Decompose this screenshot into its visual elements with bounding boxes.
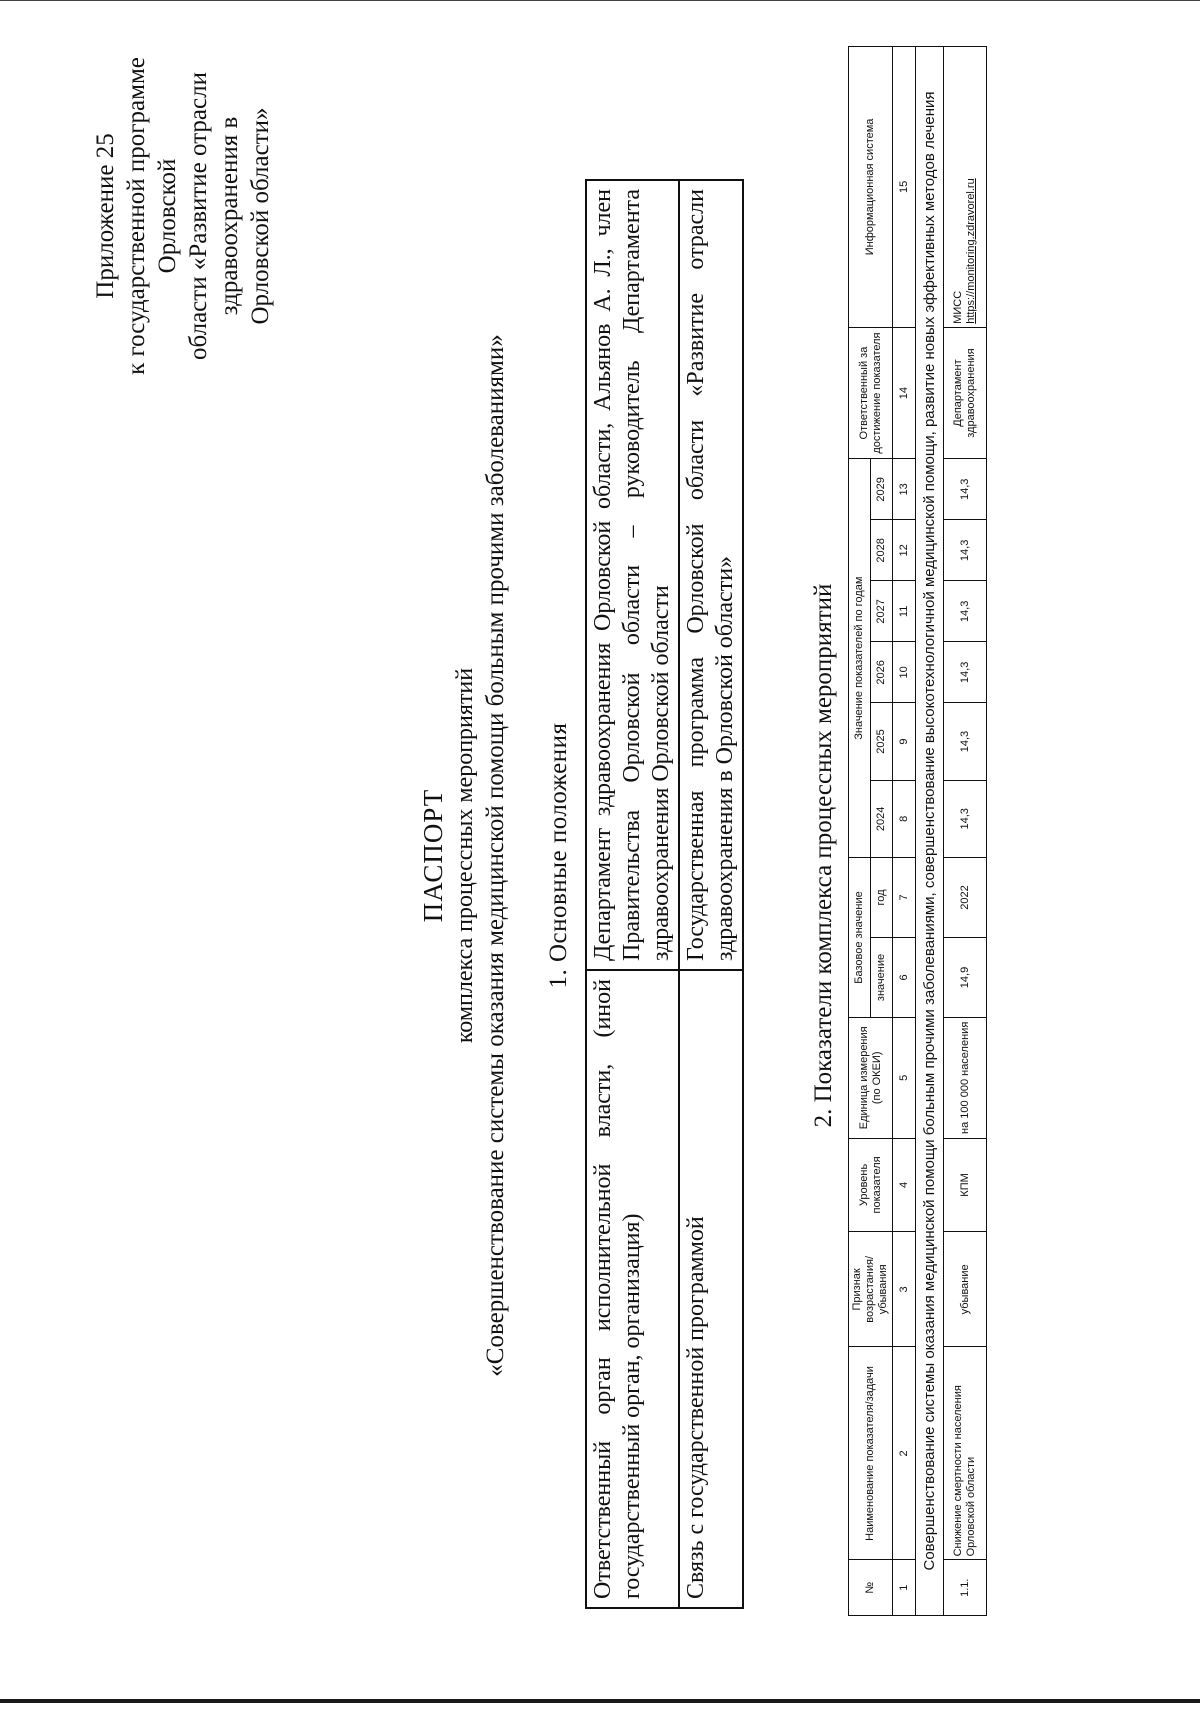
row-base-year: 2022: [944, 857, 987, 937]
header-unit: Единица измерения (по ОКЕИ): [849, 1017, 893, 1138]
header-base: Базовое значение: [849, 857, 871, 1017]
column-numbers-row: [893, 47, 916, 1616]
row-unit: на 100 000 населения: [944, 1017, 987, 1138]
row-info-system: [944, 47, 987, 328]
header-year: 2025: [871, 703, 893, 780]
section-2-title: 2. Показатели комплекса процессных мероприятий: [810, 583, 837, 1128]
header-base-year: год: [871, 857, 893, 937]
header-base-value: значение: [871, 937, 893, 1017]
header-year: 2027: [871, 581, 893, 642]
column-number: 6: [893, 937, 916, 1017]
section-1-title: 1. Основные положения: [545, 722, 572, 989]
row-sign: убывание: [944, 1232, 987, 1347]
appendix-header: [90, 1, 276, 431]
row-value: 14,3: [944, 581, 987, 642]
row-num: 1.1.: [944, 1560, 987, 1616]
header-year: 2028: [871, 520, 893, 581]
task-title: Совершенствование системы оказания медицинской помощи больным прочими заболеваниями, совершенствование высокотехнологичной медицинской помощи, развитие новых эффективных методов лечения: [916, 47, 944, 1616]
provision-value: Департамент здравоохранения Орловской области, Альянов А. Л., член Правительства Орловской области – руководитель Департамента здравоохранения Орловской области: [586, 180, 679, 970]
header-info-system: Информационная система: [849, 47, 893, 328]
appendix-line-2: к государственной программе Орловской: [123, 57, 181, 375]
column-number: 10: [893, 642, 916, 703]
row-value: 14,3: [944, 520, 987, 581]
column-number: 7: [893, 857, 916, 937]
header-year: 2026: [871, 642, 893, 703]
column-number: 12: [893, 520, 916, 581]
column-number: 3: [893, 1232, 916, 1347]
row-value: 14,3: [944, 459, 987, 520]
task-row: [916, 47, 944, 1616]
passport-title: ПАСПОРТ: [418, 788, 448, 923]
header-level: Уровень показателя: [849, 1138, 893, 1232]
provision-row: [679, 180, 743, 1608]
info-system-link[interactable]: https://monitoring.zdravorel.ru: [965, 178, 977, 324]
passport-name: «Совершенствование системы оказания медицинской помощи больным прочими заболеваниями»: [482, 334, 509, 1377]
provision-value: Государственная программа Орловской области «Развитие отрасли здравоохранения в Орловской области»: [679, 180, 743, 970]
indicators-table: [848, 46, 987, 1616]
info-system-name: МИСС: [952, 290, 964, 324]
appendix-line-3: области «Развитие отрасли здравоохранения в: [185, 72, 243, 360]
header-num: №: [849, 1560, 893, 1616]
column-number: 14: [893, 327, 916, 459]
table-row: [944, 47, 987, 1616]
row-value: 14,3: [944, 642, 987, 703]
header-row: [849, 47, 871, 1616]
header-year: 2029: [871, 459, 893, 520]
column-number: 11: [893, 581, 916, 642]
column-number: 4: [893, 1138, 916, 1232]
header-year: 2024: [871, 780, 893, 857]
row-value: 14,3: [944, 703, 987, 780]
header-sign: Признак возрастания/ убывания: [849, 1232, 893, 1347]
basic-provisions-table: [585, 179, 744, 1609]
row-indicator-name: Снижение смертности населения Орловской области: [944, 1347, 987, 1560]
column-number: 2: [893, 1347, 916, 1560]
header-name: Наименование показателя/задачи: [849, 1347, 893, 1560]
header-responsible: Ответственный за достижение показателя: [849, 327, 893, 459]
column-number: 15: [893, 47, 916, 328]
passport-subtitle: комплекса процессных мероприятий: [452, 667, 478, 1044]
row-value: 14,3: [944, 780, 987, 857]
provision-label: Ответственный орган исполнительной власти, (иной государственный орган, организация): [586, 970, 679, 1608]
row-responsible: Департамент здравоохранения: [944, 327, 987, 459]
column-number: 5: [893, 1017, 916, 1138]
row-base-value: 14,9: [944, 937, 987, 1017]
column-number: 8: [893, 780, 916, 857]
row-level: КПМ: [944, 1138, 987, 1232]
column-number: 9: [893, 703, 916, 780]
column-number: 13: [893, 459, 916, 520]
appendix-line-4: Орловской области»: [247, 107, 274, 325]
appendix-number: Приложение 25: [92, 133, 119, 299]
provision-label: Связь с государственной программой: [679, 970, 743, 1608]
provision-row: [586, 180, 679, 1608]
header-years-group: Значение показателей по годам: [849, 459, 871, 858]
column-number: 1: [893, 1560, 916, 1616]
